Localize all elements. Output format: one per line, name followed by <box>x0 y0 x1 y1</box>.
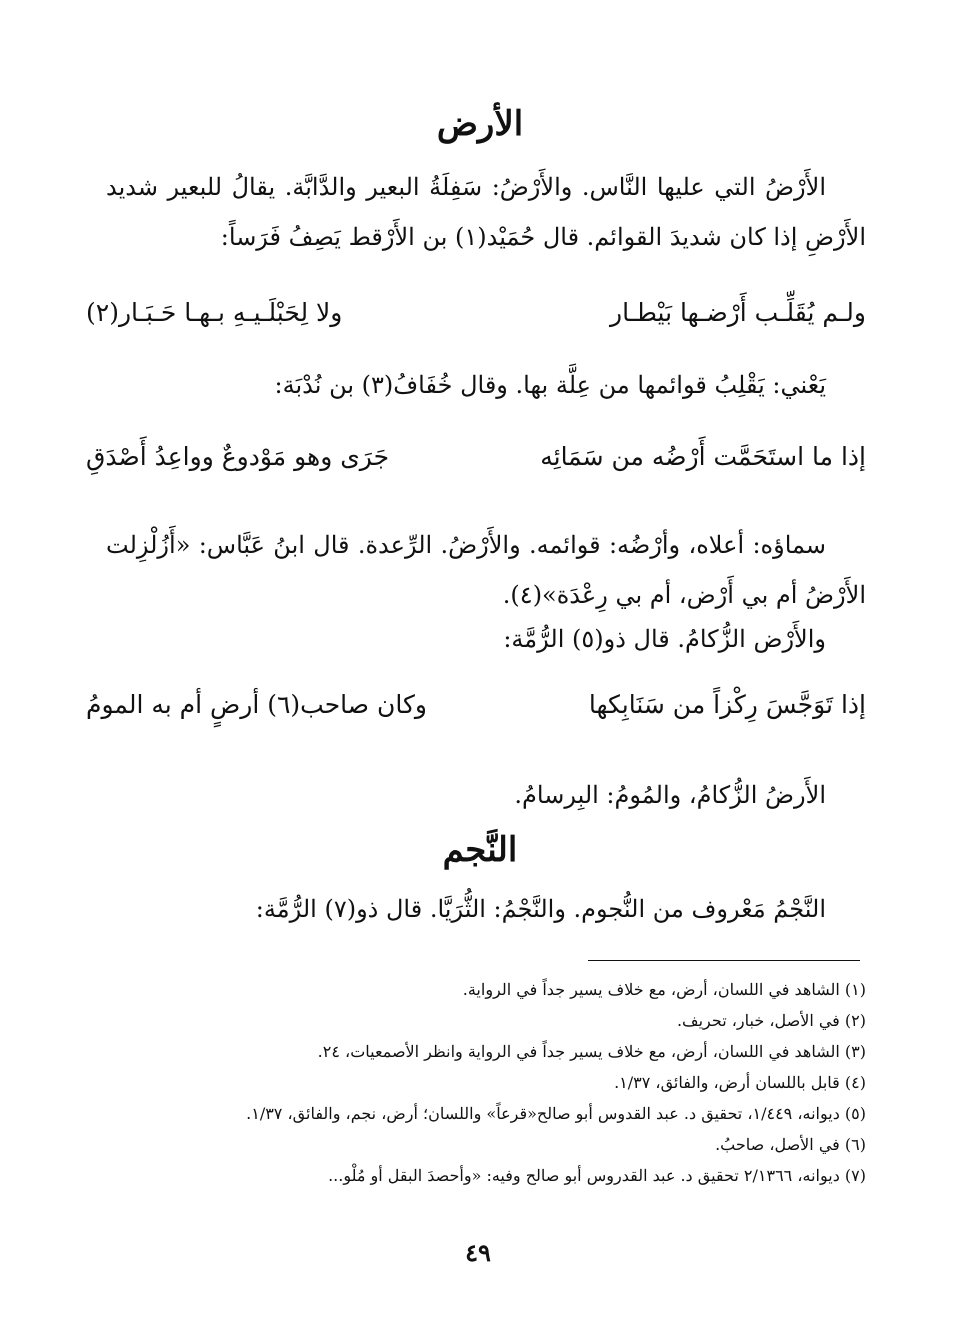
verse-first-hemistich: إذا تَوَجَّسَ رِكْزاً من سَنَابِكها <box>588 690 866 719</box>
footnote-2: (٢) في الأصل، خبار، تحريف. <box>676 1011 866 1030</box>
verse-second-hemistich: ولا لِحَبْلَـيـهِ بـهـا حَـبَـار(٢) <box>86 298 343 327</box>
paragraph-ard-definition <box>106 162 866 262</box>
page-number: ٤٩ <box>465 1238 491 1267</box>
paragraph-text: يَعْني: يَقْلِبُ قوائمها من عِلَّة بها. وقال خُفَافُ(٣) بن نُدْبَة: <box>274 371 826 399</box>
paragraph-samauhu <box>106 520 866 620</box>
paragraph-mum <box>106 770 866 820</box>
paragraph-text: والأَرْض الزُّكامُ. قال ذو(٥) الرُّمَّة: <box>503 625 826 653</box>
paragraph-yani <box>106 360 866 410</box>
paragraph-text: النَّجْمُ مَعْروف من النُّجوم. والنَّجْمُ: الثُّرَيَّا. قال ذو(٧) الرُّمَّة: <box>255 895 826 923</box>
paragraph-najm-definition <box>106 884 866 934</box>
section-heading-najm: النَّجم <box>442 830 518 870</box>
footnote-6: (٦) في الأصل، صاحبُ. <box>715 1135 866 1154</box>
paragraph-zukam <box>106 614 866 664</box>
footnote-4: (٤) قابل باللسان أرض، والفائق، ١/٣٧. <box>614 1073 866 1092</box>
verse-second-hemistich: وكان صاحب(٦) أرضٍ أم به المومُ <box>86 690 427 719</box>
verse-first-hemistich: ولـم يُقَلِّـب أَرْضـها بَيْطـار <box>610 298 866 327</box>
paragraph-text: سماؤه: أعلاه، وأرْضُه: قوائمه. والأَرْضُ. الرِّعدة. قال ابنُ عَبَّاس: «أَزُلْزِلت الأَرْضُ أم بي أَرْض، أم بي رِعْدَة»(٤). <box>106 531 866 609</box>
verse-first-hemistich: إذا ما استَحَمَّت أَرْضُه من سَمَائِه <box>540 442 866 471</box>
footnotes <box>106 974 866 1191</box>
paragraph-text: الأَرْضُ التي عليها النَّاس. والأَرْضُ: سَفِلَةُ البعير والدَّابَّة. يقالُ للبعير شديد الأَرْضِ إذا كان شديدَ القوائم. قال حُمَيْد(١) بن الأَرْقط يَصِفُ فَرَساً: <box>106 173 866 251</box>
footnote-separator <box>588 960 860 961</box>
verse-second-hemistich: جَرَى وهو مَوْدوعٌ وواعِدُ أَصْدَقِ <box>86 442 390 471</box>
section-heading-ard: الأرض <box>436 104 524 144</box>
footnote-5: (٥) ديوانه، ١/٤٤٩، تحقيق د. عبد القدوس أبو صالح«قرعاً» واللسان؛ أرض، نجم، والفائق، ١/٣٧. <box>246 1104 866 1123</box>
verse-humaid <box>86 288 866 338</box>
verse-dhu-rumma <box>86 680 866 730</box>
paragraph-text: الأَرضُ الزُّكامُ، والمُومُ: البِرسامُ. <box>514 781 826 809</box>
footnote-3: (٣) الشاهد في اللسان، أرض، مع خلاف يسير جداً في الرواية وانظر الأصمعيات، ٢٤. <box>317 1042 866 1061</box>
verse-khufaf <box>86 432 866 482</box>
footnote-1: (١) الشاهد في اللسان، أرض، مع خلاف يسير جداً في الرواية. <box>462 980 866 999</box>
footnote-7: (٧) ديوانه، ٢/١٣٦٦ تحقيق د. عبد القدروس أبو صالح وفيه: «وأحصدَ البقل أو مُلْو... <box>328 1166 866 1185</box>
